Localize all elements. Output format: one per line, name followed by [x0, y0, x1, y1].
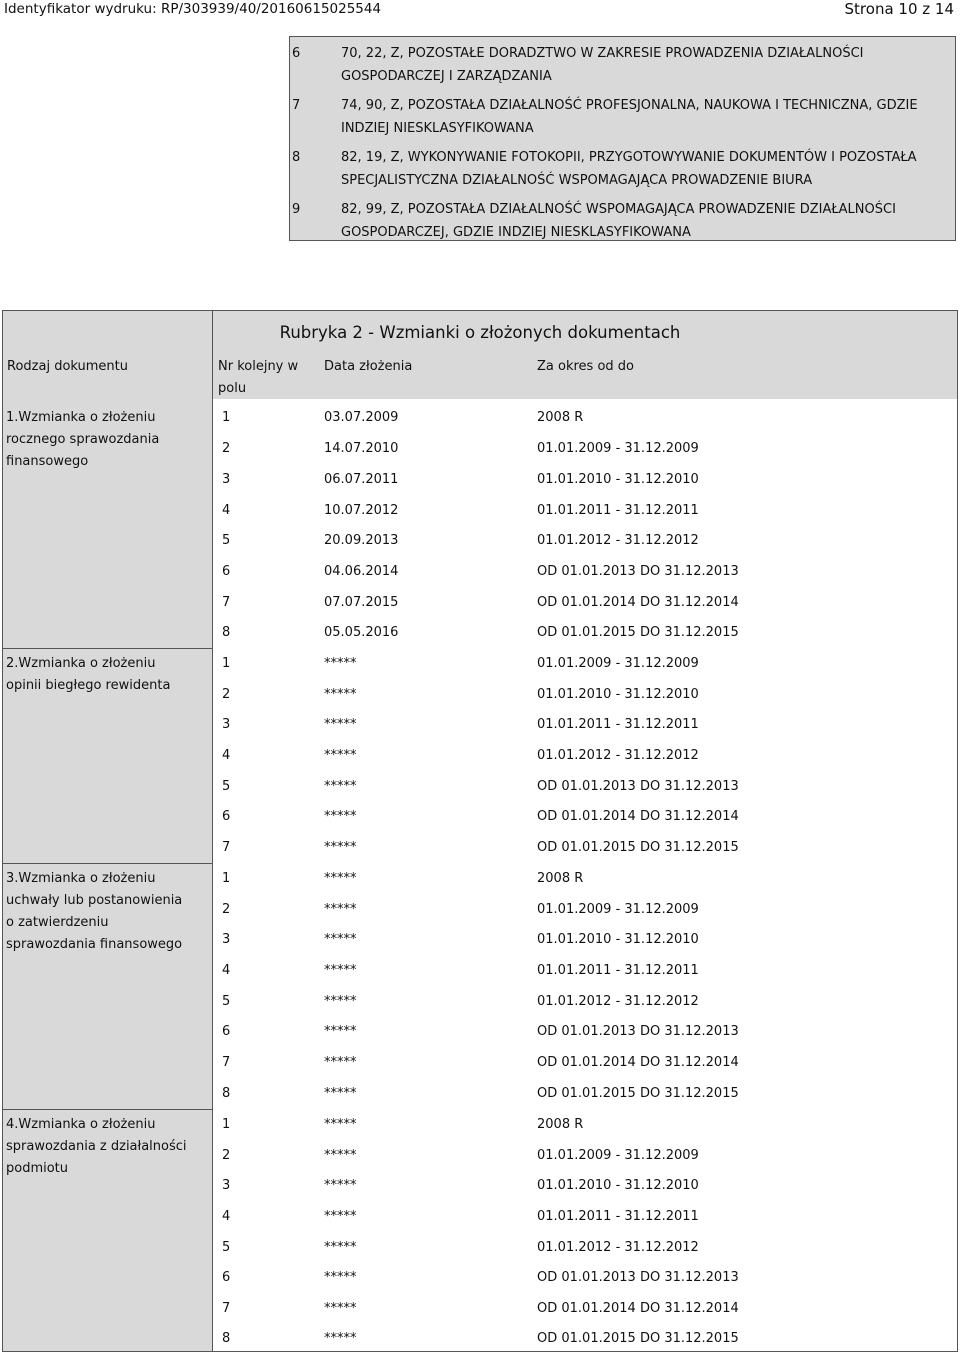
- entry-period: OD 01.01.2013 DO 31.12.2013: [537, 1024, 739, 1039]
- group-divider: [3, 1109, 213, 1110]
- entry-number: 2: [222, 687, 231, 702]
- entry-period: OD 01.01.2014 DO 31.12.2014: [537, 595, 739, 610]
- entry-period: OD 01.01.2013 DO 31.12.2013: [537, 564, 739, 579]
- entry-period: OD 01.01.2015 DO 31.12.2015: [537, 1331, 739, 1346]
- entry-date: *****: [324, 809, 357, 824]
- entry-period: 01.01.2010 - 31.12.2010: [537, 1178, 699, 1193]
- entry-period: 01.01.2012 - 31.12.2012: [537, 994, 699, 1009]
- entry-number: 5: [222, 779, 231, 794]
- entry-number: 3: [222, 717, 231, 732]
- group-divider: [3, 648, 213, 649]
- entry-period: OD 01.01.2014 DO 31.12.2014: [537, 809, 739, 824]
- entry-date: *****: [324, 656, 357, 671]
- entry-number: 4: [222, 1209, 231, 1224]
- entry-number: 1: [222, 656, 231, 671]
- entry-date: *****: [324, 1024, 357, 1039]
- entry-period: OD 01.01.2015 DO 31.12.2015: [537, 840, 739, 855]
- entry-period: 2008 R: [537, 1117, 584, 1132]
- entry-date: *****: [324, 1331, 357, 1346]
- entry-period: OD 01.01.2015 DO 31.12.2015: [537, 1086, 739, 1101]
- entry-number: 4: [222, 748, 231, 763]
- document-type-name: 1.Wzmianka o złożeniu rocznego sprawozdania finansowego: [6, 410, 160, 469]
- column-divider: [212, 311, 213, 1351]
- entry-date: *****: [324, 1178, 357, 1193]
- entry-number: 3: [222, 1178, 231, 1193]
- entry-number: 7: [222, 1055, 231, 1070]
- document-type-name: 3.Wzmianka o złożeniu uchwały lub postanowienia o zatwierdzeniu sprawozdania finansowego: [6, 871, 183, 952]
- entry-period: 2008 R: [537, 871, 584, 886]
- pkd-item-number: 7: [292, 98, 301, 113]
- entry-date: *****: [324, 1209, 357, 1224]
- entry-period: 01.01.2012 - 31.12.2012: [537, 533, 699, 548]
- entry-period: 01.01.2011 - 31.12.2011: [537, 717, 699, 732]
- entry-date: *****: [324, 871, 357, 886]
- entry-period: 01.01.2009 - 31.12.2009: [537, 1148, 699, 1163]
- entry-number: 5: [222, 994, 231, 1009]
- entry-date: *****: [324, 994, 357, 1009]
- entry-date: *****: [324, 1270, 357, 1285]
- entry-number: 5: [222, 533, 231, 548]
- entry-number: 8: [222, 1086, 231, 1101]
- column-header-date: Data złożenia: [324, 359, 413, 374]
- pkd-item-number: 8: [292, 150, 301, 165]
- entry-number: 8: [222, 625, 231, 640]
- entry-date: *****: [324, 932, 357, 947]
- entry-number: 1: [222, 1117, 231, 1132]
- entry-date: *****: [324, 1301, 357, 1316]
- entry-period: 01.01.2009 - 31.12.2009: [537, 902, 699, 917]
- entry-date: *****: [324, 1240, 357, 1255]
- entry-date: *****: [324, 717, 357, 732]
- entry-number: 6: [222, 564, 231, 579]
- entry-date: *****: [324, 1117, 357, 1132]
- entry-number: 2: [222, 1148, 231, 1163]
- entry-number: 3: [222, 932, 231, 947]
- entry-date: *****: [324, 779, 357, 794]
- entry-number: 6: [222, 809, 231, 824]
- rubryka-2-table: [2, 310, 958, 1352]
- entry-period: 01.01.2012 - 31.12.2012: [537, 748, 699, 763]
- entry-date: 20.09.2013: [324, 533, 399, 548]
- entry-date: *****: [324, 1148, 357, 1163]
- entry-number: 1: [222, 410, 231, 425]
- entry-number: 2: [222, 902, 231, 917]
- entry-number: 7: [222, 1301, 231, 1316]
- entry-date: 04.06.2014: [324, 564, 399, 579]
- entry-date: *****: [324, 1055, 357, 1070]
- entry-period: 2008 R: [537, 410, 584, 425]
- column-header-type: Rodzaj dokumentu: [7, 359, 128, 374]
- entry-number: 4: [222, 503, 231, 518]
- entry-date: *****: [324, 902, 357, 917]
- column-header-number: Nr kolejny w polu: [218, 359, 299, 396]
- pkd-item-number: 6: [292, 46, 301, 61]
- entry-date: *****: [324, 963, 357, 978]
- entry-period: 01.01.2010 - 31.12.2010: [537, 687, 699, 702]
- entry-date: 07.07.2015: [324, 595, 399, 610]
- pkd-item-text: 82, 19, Z, WYKONYWANIE FOTOKOPII, PRZYGOTOWYWANIE DOKUMENTÓW I POZOSTAŁA SPECJALISTYCZNA DZIAŁALNOŚĆ WSPOMAGAJĄCA PROWADZENIE BIURA: [341, 150, 917, 188]
- page-number: Strona 10 z 14: [844, 0, 954, 18]
- entry-date: *****: [324, 1086, 357, 1101]
- entry-date: 05.05.2016: [324, 625, 399, 640]
- pkd-item-text: 82, 99, Z, POZOSTAŁA DZIAŁALNOŚĆ WSPOMAGAJĄCA PROWADZENIE DZIAŁALNOŚCI GOSPODARCZEJ, GDZIE INDZIEJ NIESKLASYFIKOWANA: [341, 202, 896, 240]
- entry-number: 3: [222, 472, 231, 487]
- entry-date: 10.07.2012: [324, 503, 399, 518]
- entry-date: *****: [324, 840, 357, 855]
- print-identifier: Identyfikator wydruku: RP/303939/40/20160615025544: [4, 1, 382, 17]
- entry-period: 01.01.2011 - 31.12.2011: [537, 503, 699, 518]
- entry-number: 7: [222, 595, 231, 610]
- section-title: Rubryka 2 - Wzmianki o złożonych dokumentach: [279, 323, 681, 342]
- pkd-activity-list: [289, 36, 956, 241]
- entry-number: 8: [222, 1331, 231, 1346]
- entry-number: 6: [222, 1270, 231, 1285]
- entry-number: 2: [222, 441, 231, 456]
- group-divider: [3, 863, 213, 864]
- entry-date: 06.07.2011: [324, 472, 399, 487]
- entry-number: 5: [222, 1240, 231, 1255]
- document-type-name: 4.Wzmianka o złożeniu sprawozdania z działalności podmiotu: [6, 1117, 187, 1176]
- entry-number: 7: [222, 840, 231, 855]
- document-type-name: 2.Wzmianka o złożeniu opinii biegłego rewidenta: [6, 656, 171, 693]
- entry-period: OD 01.01.2014 DO 31.12.2014: [537, 1301, 739, 1316]
- entry-date: 03.07.2009: [324, 410, 399, 425]
- entry-period: OD 01.01.2014 DO 31.12.2014: [537, 1055, 739, 1070]
- entry-date: *****: [324, 687, 357, 702]
- pkd-item-text: 70, 22, Z, POZOSTAŁE DORADZTWO W ZAKRESIE PROWADZENIA DZIAŁALNOŚCI GOSPODARCZEJ I ZARZĄDZANIA: [341, 46, 864, 84]
- entry-number: 1: [222, 871, 231, 886]
- entry-period: OD 01.01.2015 DO 31.12.2015: [537, 625, 739, 640]
- entry-period: 01.01.2009 - 31.12.2009: [537, 656, 699, 671]
- pkd-item-text: 74, 90, Z, POZOSTAŁA DZIAŁALNOŚĆ PROFESJONALNA, NAUKOWA I TECHNICZNA, GDZIE INDZIEJ NIESKLASYFIKOWANA: [341, 98, 918, 136]
- entry-period: 01.01.2009 - 31.12.2009: [537, 441, 699, 456]
- column-header-period: Za okres od do: [537, 359, 634, 374]
- entry-period: 01.01.2011 - 31.12.2011: [537, 963, 699, 978]
- entry-number: 6: [222, 1024, 231, 1039]
- entry-period: 01.01.2010 - 31.12.2010: [537, 932, 699, 947]
- entry-date: 14.07.2010: [324, 441, 399, 456]
- entry-period: 01.01.2010 - 31.12.2010: [537, 472, 699, 487]
- entry-period: OD 01.01.2013 DO 31.12.2013: [537, 779, 739, 794]
- pkd-item-number: 9: [292, 202, 301, 217]
- entry-number: 4: [222, 963, 231, 978]
- entry-date: *****: [324, 748, 357, 763]
- entry-period: 01.01.2012 - 31.12.2012: [537, 1240, 699, 1255]
- entry-period: OD 01.01.2013 DO 31.12.2013: [537, 1270, 739, 1285]
- entry-period: 01.01.2011 - 31.12.2011: [537, 1209, 699, 1224]
